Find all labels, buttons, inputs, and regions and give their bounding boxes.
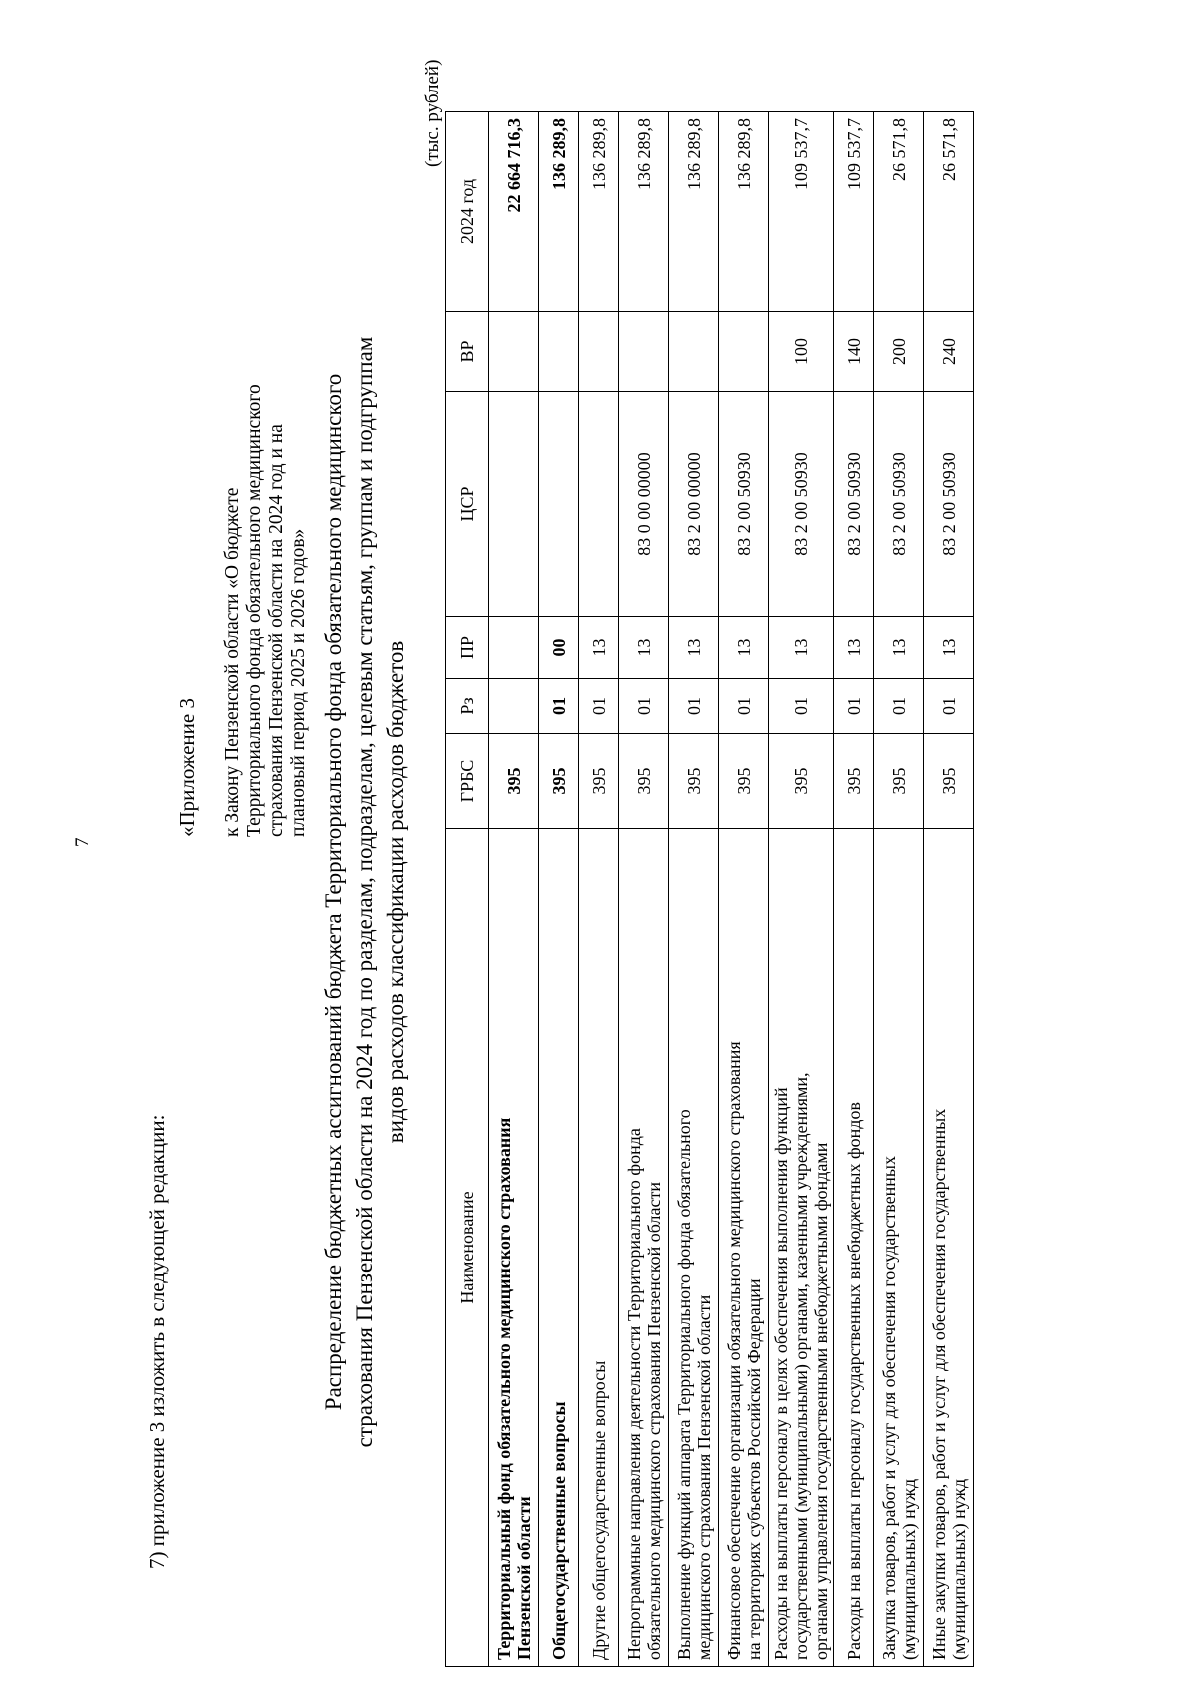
cell-amount: 136 289,8	[539, 112, 579, 312]
document-title-line: видов расходов классификации расходов бюджетов	[383, 640, 408, 1144]
table-row	[769, 112, 834, 1667]
appendix-reference-line: к Закону Пензенской области «О бюджете	[222, 487, 243, 837]
cell-name-line: на территориях субъектов Российской Федерации	[743, 1278, 764, 1660]
cell-pr: 13	[769, 617, 834, 679]
cell-name-line: Выполнение функций аппарата Территориального фонда обязательного	[673, 1109, 694, 1660]
document-title	[318, 107, 411, 1677]
cell-grbs: 395	[539, 734, 579, 829]
cell-rz: 01	[539, 679, 579, 734]
cell-csr: 83 2 00 50930	[769, 392, 834, 617]
cell-pr: 00	[539, 617, 579, 679]
table-row	[619, 112, 669, 1667]
cell-name	[579, 829, 619, 1667]
cell-grbs: 395	[719, 734, 769, 829]
cell-name	[874, 829, 924, 1667]
cell-name-line: (муниципальных) нужд	[898, 1478, 919, 1660]
cell-rz: 01	[874, 679, 924, 734]
document-title-line: Распределение бюджетных ассигнований бюджета Территориального фонда обязательного медицинского	[321, 373, 346, 1411]
cell-name-line: Расходы на выплаты персоналу государственных внебюджетных фондов	[843, 1102, 864, 1660]
cell-name	[834, 829, 874, 1667]
cell-name-line: Территориальный фонд обязательного медицинского страхования	[493, 1117, 514, 1660]
cell-name-line: Пензенской области	[513, 1496, 534, 1660]
cell-rz: 01	[619, 679, 669, 734]
header-grbs: ГРБС	[446, 734, 489, 829]
cell-amount: 22 664 716,3	[489, 112, 539, 312]
cell-rz: 01	[924, 679, 974, 734]
cell-name-line: органами управления государственными внебюджетными фондами	[811, 1142, 831, 1660]
cell-amount: 26 571,8	[924, 112, 974, 312]
cell-pr	[489, 617, 539, 679]
cell-rz	[489, 679, 539, 734]
cell-name	[769, 829, 834, 1667]
table-row	[874, 112, 924, 1667]
appendix-title: «Приложение 3	[175, 698, 199, 837]
cell-name-line: (муниципальных) нужд	[948, 1478, 969, 1660]
cell-rz: 01	[769, 679, 834, 734]
document-title-line: страхования Пензенской области на 2024 год по разделам, подразделам, целевым статьям, группам и подгруппам	[352, 336, 377, 1448]
cell-grbs: 395	[769, 734, 834, 829]
header-vr: ВР	[446, 312, 489, 392]
cell-amount: 136 289,8	[719, 112, 769, 312]
table-row	[489, 112, 539, 1667]
header-pr: ПР	[446, 617, 489, 679]
table-row	[579, 112, 619, 1667]
cell-grbs: 395	[874, 734, 924, 829]
cell-csr	[539, 392, 579, 617]
cell-vr	[719, 312, 769, 392]
cell-vr: 200	[874, 312, 924, 392]
cell-name-line: Иные закупки товаров, работ и услуг для обеспечения государственных	[928, 1108, 949, 1660]
cell-pr: 13	[719, 617, 769, 679]
cell-name	[489, 829, 539, 1667]
cell-csr	[579, 392, 619, 617]
cell-amount: 136 289,8	[619, 112, 669, 312]
cell-grbs: 395	[924, 734, 974, 829]
cell-rz: 01	[669, 679, 719, 734]
cell-csr: 83 2 00 50930	[834, 392, 874, 617]
cell-rz: 01	[579, 679, 619, 734]
cell-vr	[539, 312, 579, 392]
cell-name	[539, 829, 579, 1667]
cell-amount: 109 537,7	[769, 112, 834, 312]
cell-name-line: медицинского страхования Пензенской области	[693, 1294, 714, 1660]
table-header-row	[446, 112, 489, 1667]
cell-name	[619, 829, 669, 1667]
cell-name	[719, 829, 769, 1667]
appendix-reference-line: плановый период 2025 и 2026 годов»	[288, 528, 309, 837]
cell-name	[669, 829, 719, 1667]
cell-name-line: обязательного медицинского страхования Пензенской области	[643, 1182, 664, 1660]
cell-pr: 13	[619, 617, 669, 679]
table-row	[719, 112, 769, 1667]
page-number: 7	[72, 837, 93, 847]
table-row	[834, 112, 874, 1667]
cell-pr: 13	[669, 617, 719, 679]
cell-vr	[619, 312, 669, 392]
cell-grbs: 395	[669, 734, 719, 829]
cell-pr: 13	[834, 617, 874, 679]
cell-amount: 26 571,8	[874, 112, 924, 312]
header-rz: Рз	[446, 679, 489, 734]
table-body	[489, 112, 974, 1667]
header-csr: ЦСР	[446, 392, 489, 617]
cell-grbs: 395	[619, 734, 669, 829]
cell-vr	[669, 312, 719, 392]
cell-vr	[489, 312, 539, 392]
table-row	[669, 112, 719, 1667]
cell-grbs: 395	[579, 734, 619, 829]
appendix-reference-line: Территориального фонда обязательного медицинского	[244, 384, 265, 837]
cell-csr: 83 2 00 50930	[924, 392, 974, 617]
budget-table	[445, 111, 974, 1667]
cell-amount: 136 289,8	[579, 112, 619, 312]
cell-pr: 13	[579, 617, 619, 679]
appendix-reference	[222, 367, 310, 837]
cell-grbs: 395	[834, 734, 874, 829]
intro-text: 7) приложение 3 изложить в следующей редакции:	[145, 1114, 169, 1569]
cell-pr: 13	[924, 617, 974, 679]
cell-vr: 140	[834, 312, 874, 392]
cell-csr: 83 2 00 50930	[874, 392, 924, 617]
cell-rz: 01	[834, 679, 874, 734]
cell-csr: 83 0 00 00000	[619, 392, 669, 617]
cell-name-line: государственными (муниципальными) органами, казенными учреждениями,	[791, 1072, 811, 1660]
appendix-reference-line: страхования Пензенской области на 2024 год и на	[266, 424, 287, 837]
header-name: Наименование	[446, 829, 489, 1667]
cell-csr	[489, 392, 539, 617]
cell-vr	[579, 312, 619, 392]
header-amount: 2024 год	[446, 112, 489, 312]
cell-name-line: Другие общегосударственные вопросы	[588, 1360, 609, 1660]
units-label: (тыс. рублей)	[422, 59, 443, 167]
cell-name-line: Расходы на выплаты персоналу в целях обеспечения выполнения функций	[771, 1087, 791, 1660]
cell-name-line: Общегосударственные вопросы	[548, 1401, 569, 1660]
table-row	[924, 112, 974, 1667]
cell-csr: 83 2 00 00000	[669, 392, 719, 617]
cell-amount: 109 537,7	[834, 112, 874, 312]
cell-vr: 240	[924, 312, 974, 392]
cell-name-line: Финансовое обеспечение организации обязательного медицинского страхования	[723, 1041, 744, 1660]
cell-name-line: Закупка товаров, работ и услуг для обеспечения государственных	[878, 1155, 899, 1660]
cell-pr: 13	[874, 617, 924, 679]
table-row	[539, 112, 579, 1667]
cell-grbs: 395	[489, 734, 539, 829]
cell-amount: 136 289,8	[669, 112, 719, 312]
cell-csr: 83 2 00 50930	[719, 392, 769, 617]
cell-vr: 100	[769, 312, 834, 392]
cell-rz: 01	[719, 679, 769, 734]
cell-name-line: Непрограммные направления деятельности Территориального фонда	[623, 1128, 644, 1660]
cell-name	[924, 829, 974, 1667]
